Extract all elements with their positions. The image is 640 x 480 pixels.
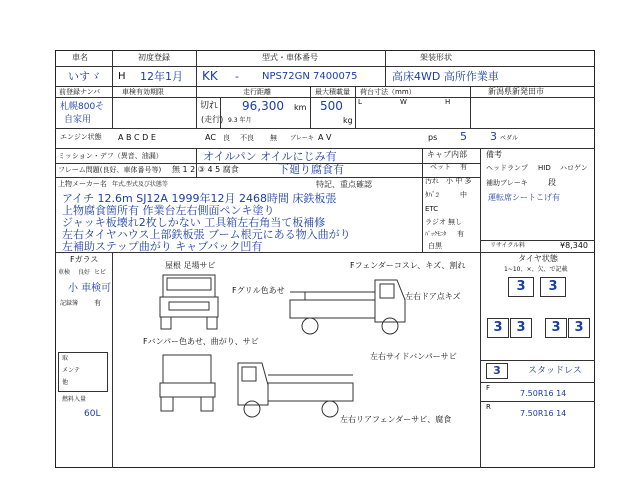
- recycle-value: ¥8,340: [560, 241, 588, 250]
- mileage-label: 走行距離: [243, 88, 271, 96]
- body-type-value: 高床4WD 高所作業車: [392, 70, 499, 83]
- glass-crack: ヒビ: [94, 269, 107, 276]
- divider: [55, 177, 480, 178]
- divider: [55, 128, 595, 129]
- capacity-label: 最大積載量: [315, 88, 350, 96]
- plate-label: 前登録ナンバ: [59, 88, 101, 96]
- upper-line-4: 左右タイヤハウス上部鉄板張 ブーム根元にある物入曲がり: [62, 228, 351, 241]
- cargo-W: W: [400, 98, 407, 106]
- backmonitor: ﾊﾞｯｸﾓﾆﾀ: [425, 231, 447, 238]
- tire-label: タイヤ状態: [518, 254, 558, 263]
- note-roof: 屋根 足場サビ: [165, 261, 216, 270]
- location: 新潟県新発田市: [488, 87, 544, 96]
- cargo-H: H: [445, 98, 451, 106]
- headlamp: ヘッドランプ: [486, 164, 528, 172]
- tire-rear-4: 3: [574, 320, 584, 335]
- notes-label: 備考: [486, 150, 502, 159]
- tire-front-left: 3: [516, 279, 526, 294]
- recycle-label: リサイクル料: [490, 242, 526, 249]
- tire-scale: 1~10、×、欠、で記載: [504, 266, 568, 273]
- halogen: ハロゲン: [560, 164, 588, 172]
- note-fender: Fフェンダーコスレ、キズ、割れ: [350, 261, 466, 270]
- brake-label: ブレーキ: [290, 135, 314, 142]
- tire-R: R: [486, 403, 491, 411]
- tire-rear-2: 3: [516, 320, 526, 335]
- mileage-value: 96,300: [242, 99, 284, 113]
- mileage-sub: 9.3 年月: [228, 117, 252, 124]
- tire-front-right: 3: [548, 279, 558, 294]
- frame-note: 下廻り腐食有: [278, 163, 344, 176]
- kg-unit: kg: [343, 116, 353, 125]
- radio: ラジオ: [425, 218, 446, 226]
- first-reg-value: 12年1月: [140, 70, 183, 83]
- ac-good: 良: [223, 134, 230, 142]
- upper-line-5: 左補助ステップ曲がり キャブバック凹有: [62, 240, 263, 253]
- upper-line-3: ジャッキ板壊れ2枚しかない 工具箱左右角当て板補修: [62, 216, 326, 229]
- smoke: ﾀﾊﾞｺ: [425, 191, 439, 199]
- mt-value: 3: [490, 130, 497, 143]
- stain-val: 小 中 多: [446, 177, 472, 185]
- ps-label: ps: [428, 133, 438, 142]
- cab-label: キャブ内部: [427, 150, 467, 159]
- shiro: 白黒: [428, 242, 442, 250]
- glass-good: 良好: [78, 269, 91, 276]
- backmonitor-val: 有: [457, 230, 464, 238]
- fuel-label: 燃料入量: [62, 396, 87, 403]
- brake-grades: A V: [318, 133, 332, 142]
- special-label: 特記、重点確認: [316, 180, 372, 189]
- frame-label: フレーム問題(良好、車体番号等): [58, 166, 162, 174]
- cargo-L: L: [358, 98, 362, 106]
- mt-label: ペダル: [500, 135, 519, 142]
- frame-grades: 無 1 2 ③ 4 5 腐食: [172, 165, 239, 174]
- upper-line-1: アイチ 12.6m SJ12A 1999年12月 2468時間 床鉄板張: [62, 192, 337, 205]
- aux-brake: 補助ブレーキ: [486, 179, 528, 187]
- divider: [55, 163, 480, 164]
- cargo-label: 荷台寸法（mm）: [360, 88, 416, 96]
- inspection-label: 車検有効期限: [122, 88, 164, 96]
- engine-label: エンジン状態: [60, 133, 102, 141]
- note-side-bumper: 左右サイドバンパーサビ: [370, 352, 457, 361]
- first-reg-label: 初度登録: [138, 53, 170, 62]
- seat-note: 運転席シートこげ有: [488, 193, 560, 202]
- model-value: NPS72GN 7400075: [262, 71, 358, 82]
- record-value: 有: [94, 299, 101, 307]
- hid: HID: [538, 164, 551, 172]
- era: H: [118, 71, 126, 82]
- ac-label: AC: [205, 133, 216, 142]
- ac-bad: 不良: [240, 134, 254, 142]
- body-type-label: 架装形状: [420, 53, 452, 62]
- upper-label: 上物メーカー名: [58, 180, 107, 188]
- expired: 切れ: [200, 101, 219, 111]
- note-grille: Fグリル色あせ: [232, 286, 285, 295]
- tire-rear-3: 3: [551, 320, 561, 335]
- divider: [55, 148, 595, 149]
- maint-3: 他: [62, 379, 69, 386]
- truck-front-view: [155, 270, 225, 335]
- divider: [55, 97, 595, 98]
- smoke-val: 中: [460, 191, 467, 199]
- dash: -: [235, 70, 239, 83]
- mission-note: オイルパン オイルにじみ有: [203, 150, 337, 163]
- km-unit: km: [294, 103, 307, 112]
- record-label: 記録簿: [60, 300, 79, 307]
- maker-value: いすゞ: [68, 70, 101, 83]
- fuel-value: 60L: [84, 409, 101, 419]
- pw: 無: [270, 134, 277, 142]
- tire-rear-1: 3: [493, 320, 503, 335]
- radio-val: 無し: [448, 218, 462, 226]
- plate-value: 札幌800そ: [60, 102, 105, 112]
- capacity-value: 500: [320, 99, 343, 113]
- note-rear-fender: 左右リアフェンダーサビ、腐食: [340, 415, 452, 424]
- engine-grades: A B C D E: [118, 133, 156, 142]
- mission-label: ミッション・デフ（異音、油漏）: [58, 152, 163, 160]
- tire-size-r: 7.50R16 14: [520, 409, 567, 418]
- upper-sub: 年式,型式及び状態等: [112, 181, 168, 188]
- model-prefix: KK: [202, 69, 218, 83]
- model-label: 型式・車体番号: [262, 53, 318, 62]
- mileage-status: (走行): [201, 115, 224, 124]
- truck-rear-view: [155, 350, 220, 420]
- truck-side-view-right: [230, 355, 360, 425]
- stain: 汚れ: [425, 177, 439, 185]
- tire-size-f: 7.50R16 14: [520, 389, 567, 398]
- glass-label: Fガラス: [70, 255, 99, 264]
- tire-type: スタッドレス: [528, 366, 582, 376]
- truck-side-view-left: [285, 270, 415, 345]
- etc: ETC: [425, 205, 439, 213]
- maker-label: 車名: [72, 53, 88, 62]
- aux-brake-val: 段: [548, 178, 556, 187]
- glass-sub: 車検: [58, 269, 71, 276]
- glass-status: 小 車検可: [68, 283, 112, 294]
- plate-type: 自家用: [64, 115, 92, 125]
- note-door: 左右ドア点キズ: [405, 292, 461, 301]
- upper-line-2: 上物腐食箇所有 作業台左右側面ペンキ塗り: [62, 204, 275, 217]
- divider: [55, 66, 595, 67]
- maint-2: メンテ: [62, 367, 81, 374]
- bed: ベット: [430, 163, 451, 171]
- tire-spare: 3: [493, 364, 501, 377]
- ps-value: 5: [460, 130, 467, 143]
- bed-val: 有: [460, 163, 467, 171]
- maint-1: 取: [62, 355, 69, 362]
- tire-F: F: [486, 384, 491, 392]
- note-bumper: Fバンパー色あせ、曲がり、サビ: [143, 337, 259, 346]
